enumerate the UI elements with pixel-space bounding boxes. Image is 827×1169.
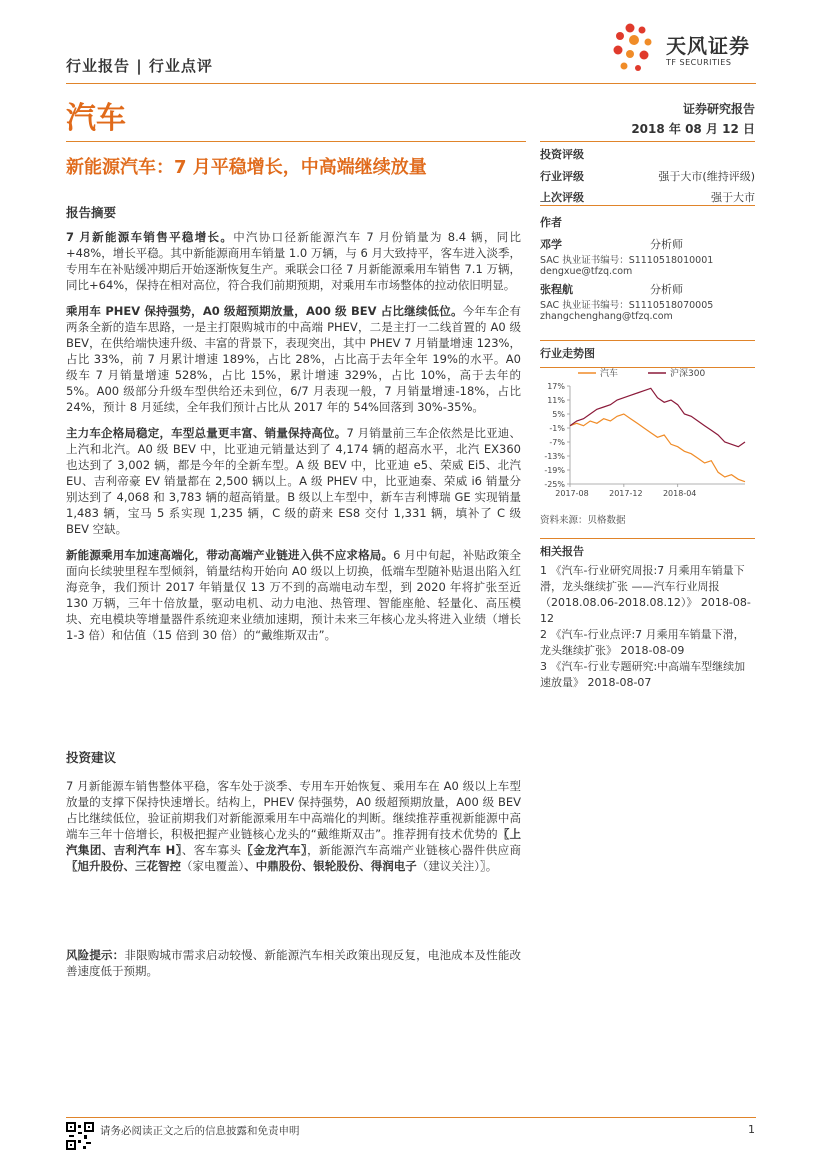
- advice-heading: 投资建议: [66, 750, 117, 765]
- x-tick-label: 2018-04: [662, 489, 697, 498]
- legend-label: 沪深300: [670, 369, 706, 379]
- qr-code-icon: [66, 1122, 94, 1150]
- trend-heading: 行业走势图: [540, 347, 595, 360]
- risk-paragraph: 风险提示：非限购城市需求启动较慢、新能源汽车相关政策出现反复，电池成本及性能改善速度低于预期。: [66, 948, 521, 978]
- report-category: 行业报告 | 行业点评: [66, 57, 213, 75]
- author-cert: SAC 执业证书编号：S1110518070005: [540, 300, 714, 311]
- industry-trend-chart: [540, 362, 755, 504]
- rating-section: [540, 141, 755, 205]
- related-item[interactable]: 3 《汽车-行业专题研究:中高端车型继续加速放量》 2018-08-07: [540, 660, 746, 689]
- chart-source: 资料来源：贝格数据: [540, 515, 626, 526]
- author-name: 张程航: [540, 283, 573, 296]
- series-line-hs300: [570, 388, 745, 446]
- summary-section: [66, 203, 521, 643]
- y-tick-label: -25%: [544, 480, 565, 489]
- header-divider: [66, 83, 756, 84]
- author-role: 分析师: [650, 238, 683, 251]
- author-email[interactable]: zhangchenghang@tfzq.com: [540, 311, 673, 322]
- summary-paragraph-3: 主力车企格局稳定，车型总量更丰富、销量保持高位。7 月销量前三车企依然是比亚迪、上汽和北汽。A0 级 BEV 中，比亚迪元销量达到了 4,174 辆的超高水平，北汽 EX360 也达到了 3,002 辆，都是今年的全新车型。A 级 BEV 中，比亚迪 e5、荣威 Ei5、北汽 EU、吉利帝豪 EV 销量都在 2,500 辆以上。A 级 PHEV 中，比亚迪秦、荣威 i6 销量分别达到了 4,068 和 3,783 辆的超高销量。B 级以上车型中，新车吉利博瑞 GE 实现销量 1,483 辆，宝马 5 系实现 1,235 辆，C 级的蔚来 ES8 交付 1,331 辆，填补了 C 级 BEV 空缺。: [66, 426, 521, 536]
- advice-section: [66, 748, 521, 874]
- company-logo: [610, 20, 760, 78]
- author-role: 分析师: [650, 283, 683, 296]
- summary-paragraph-4: 新能源乘用车加速高端化，带动高端产业链进入供不应求格局。6 月中旬起，补贴政策全面向长续驶里程车型倾斜，销量结构开始向 A0 级以上切换，低端车型随补贴退出陷入红海竞争，我们预计 2017 年销量仅 13 万不到的高端电动车型，到 2020 年将扩张至近 130 万辆，三年十倍放量，驱动电机、动力电池、热管理、智能座舱、轻量化、高压模块、充电模块等增量器件系统迎来业绩加速期，预计未来三年核心龙头将进入业绩（增长 1-3 倍）和估值（15 倍到 30 倍）的“戴维斯双击”。: [66, 548, 521, 642]
- author-cert: SAC 执业证书编号：S1110518010001: [540, 255, 714, 266]
- legend-label: 汽车: [600, 369, 619, 379]
- y-tick-label: -13%: [544, 452, 565, 461]
- x-tick-label: 2017-12: [609, 489, 643, 498]
- related-item[interactable]: 1 《汽车-行业研究周报:7 月乘用车销量下滑，龙头继续扩张 ——汽车行业周报（2018.08.06-2018.08.12）》 2018-08-12: [540, 564, 751, 625]
- footer-divider: [66, 1117, 756, 1118]
- advice-paragraph: 7 月新能源车销售整体平稳，客车处于淡季、专用车开始恢复、乘用车在 A0 级以上车型放量的支撑下保持快速增长。结构上，PHEV 保持强势，A0 级超预期放量，A00 级 BEV 占比继续低位，验证前期我们对新能源乘用车中高端化的判断。继续推荐重视新能源中高端车三年十倍增长，积极把握产业链核心龙头的“戴维斯双击”。推荐拥有技术优势的〖上汽集团、吉利汽车 H〗、客车寡头〖金龙汽车〗，新能源汽车高端产业链核心器件供应商〖旭升股份、三花智控（家电覆盖）、中鼎股份、银轮股份、得润电子（建议关注）〗。: [66, 779, 522, 873]
- logo-text-en: TF SECURITIES: [666, 58, 732, 67]
- summary-paragraph-1: 7 月新能源车销售平稳增长。中汽协口径新能源汽车 7 月份销量为 8.4 辆，同比+48%，增长平稳。其中新能源商用车销量 1.0 万辆，与 6 月大致持平，客车进入淡季，专用车在补贴缓冲期后开始逐渐恢复生产。乘联会口径 7 月新能源乘用车销售 7.1 万辆，同比+64%，保持在相对高位，符合我们前期预期，对乘用车市场整体的拉动依旧明显。: [66, 230, 521, 292]
- summary-heading: 报告摘要: [66, 205, 117, 220]
- disclaimer-note: 请务必阅读正文之后的信息披露和免责申明: [100, 1125, 300, 1137]
- authors-divider: [540, 205, 755, 206]
- report-title: 新能源汽车：7 月平稳增长，中高端继续放量: [66, 157, 427, 178]
- sector-title: 汽车: [66, 101, 126, 136]
- y-tick-label: -1%: [549, 424, 565, 433]
- rating-row-industry: 行业评级 强于大市(维持评级): [540, 170, 755, 183]
- authors-heading: 作者: [540, 216, 562, 229]
- y-tick-label: 11%: [547, 396, 565, 405]
- related-heading: 相关报告: [540, 545, 584, 558]
- y-tick-label: 17%: [547, 382, 565, 391]
- related-section: [540, 538, 755, 691]
- y-tick-label: 5%: [552, 410, 565, 419]
- related-item[interactable]: 2 《汽车-行业点评:7 月乘用车销量下滑，龙头继续扩张》 2018-08-09: [540, 628, 745, 657]
- author-email[interactable]: dengxue@tfzq.com: [540, 266, 633, 277]
- author-entry: [540, 236, 755, 277]
- related-divider: [540, 538, 755, 539]
- rating-top-divider: [540, 141, 755, 142]
- rating-row-previous: 上次评级 强于大市: [540, 191, 755, 204]
- trend-divider: [540, 340, 755, 341]
- authors-section: [540, 205, 755, 322]
- summary-paragraph-2: 乘用车 PHEV 保持强势，A0 级超预期放量，A00 级 BEV 占比继续低位。今年车企有两条全新的造车思路，一是主打限购城市的中高端 PHEV，二是主打一二线首置的 A0 级 BEV，在供给端快速升级、丰富的背景下，表现突出，其中 PHEV 7 月销量增速 123%，占比 33%，前 7 月累计增速 189%，占比 28%，占比高于去年全年 19%的水平。A0 级车 7 月销量增速 528%，占比 15%，累计增速 329%，占比 10%，高于去年的 5%。A00 级部分升级车型供给还未到位，6/7 月表现一般，7 月销量增速-18%，占比 24%，预计 8 月延续，全年我们预计占比从 2017 年的 54%回落到 30%-35%。: [66, 304, 522, 414]
- page-number: 1: [748, 1123, 755, 1136]
- author-entry: [540, 281, 755, 322]
- author-name: 邓学: [540, 238, 562, 251]
- author-name-row: [540, 281, 755, 297]
- report-type: 证券研究报告: [682, 102, 755, 116]
- logo-text-cn: 天风证券: [666, 34, 750, 58]
- author-name-row: [540, 236, 755, 252]
- title-divider: [66, 141, 526, 142]
- rating-heading: 投资评级: [540, 148, 584, 161]
- y-tick-label: -7%: [549, 438, 565, 447]
- logo-mark-icon: [610, 22, 662, 74]
- series-line-auto: [570, 414, 745, 482]
- x-tick-label: 2017-08: [555, 489, 589, 498]
- report-date: 2018 年 08 月 12 日: [631, 122, 755, 136]
- y-tick-label: -19%: [544, 466, 565, 475]
